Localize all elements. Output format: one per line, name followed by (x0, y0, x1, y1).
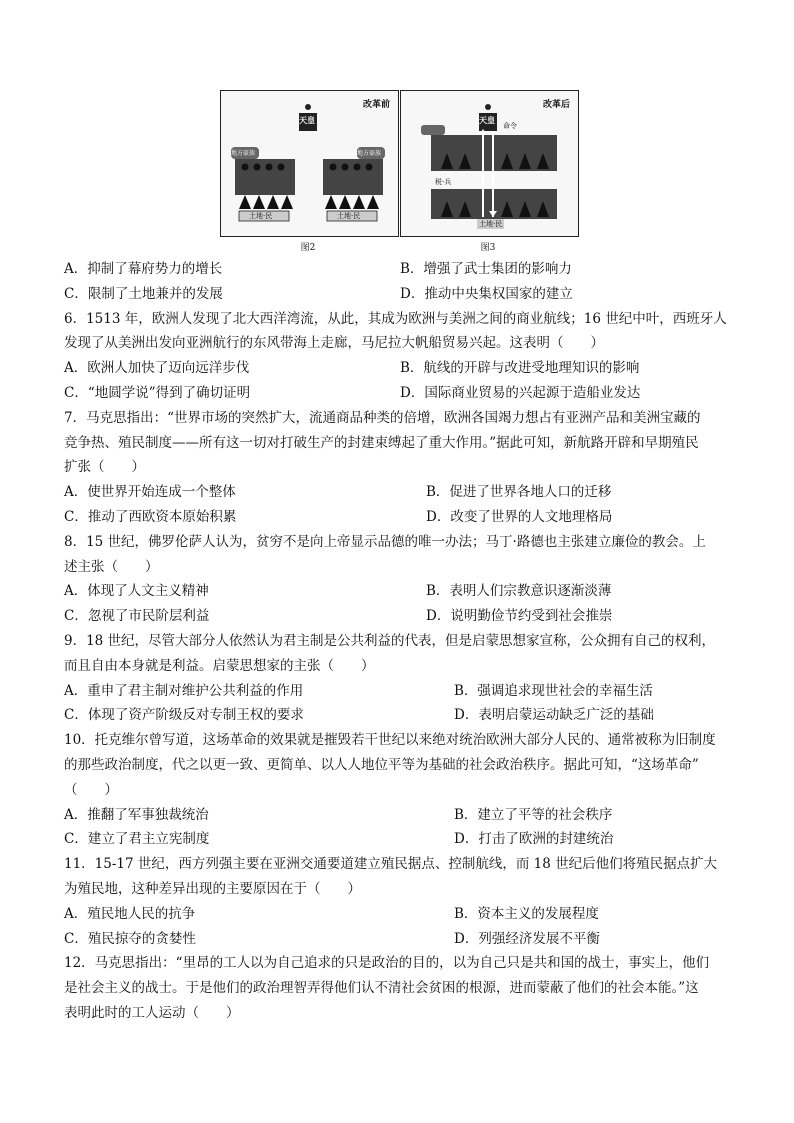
figure-2-land-1: 土地·民 (249, 212, 273, 220)
figure-2-land-2: 土地·民 (337, 212, 361, 220)
question-line: （ ） (64, 781, 118, 798)
figure-3-land-label: 土地·民 (479, 220, 503, 228)
figure-2-top-label: 天皇 (299, 115, 315, 125)
figure-3-title: 改革后 (542, 100, 570, 110)
question-7 (64, 406, 736, 530)
question-line: 是社会主义的战士。于是他们的政治理智弄得他们认不清社会贫困的根源，进而蒙蔽了他们的社会本能。”这 (64, 980, 699, 997)
q5-option-d: D．推动中央集权国家的建立 (400, 285, 573, 302)
option-a: A．使世界开始连成一个整体 (64, 484, 236, 501)
question-line: 10．托克维尔曾写道，这场革命的效果就是摧毁若干世纪以来绝对统治欧洲大部分人民的、通常被称为旧制度 (64, 732, 716, 749)
figure-3-top-label: 天皇 (479, 115, 495, 125)
q5-option-c: C．限制了土地兼并的发展 (64, 285, 223, 302)
option-a: A．推翻了军事独裁统治 (64, 806, 209, 823)
figure-2-right-badge: 地方豪族 (357, 150, 382, 157)
question-9 (64, 629, 736, 728)
question-line: 述主张（ ） (64, 558, 159, 575)
q5-option-b: B．增强了武士集团的影响力 (400, 261, 572, 277)
question-10 (64, 728, 736, 852)
question-line: 竞争热、殖民制度——所有这一切对打破生产的封建束缚起了重大作用。”据此可知，新航路开辟和早期殖民 (64, 434, 699, 451)
question-6 (64, 307, 736, 406)
question-line: 扩张（ ） (64, 459, 145, 476)
option-b: B．资本主义的发展程度 (454, 905, 599, 922)
option-c: C．殖民掠夺的贪婪性 (64, 930, 196, 947)
option-c: C．体现了资产阶级反对专制王权的要求 (64, 707, 304, 724)
question-12 (64, 951, 736, 1025)
figure-3-command-label: 命令 (503, 122, 517, 130)
question-line: 12．马克思指出：“里昂的工人以为自己追求的只是政治的目的，以为自己只是共和国的战士，事实上，他们 (64, 955, 710, 972)
option-c: C．推动了西欧资本原始积累 (64, 508, 237, 525)
figure-3-illustration (401, 91, 578, 236)
option-a: A．体现了人文主义精神 (64, 583, 209, 600)
option-b: B．强调追求现世社会的幸福生活 (454, 682, 653, 699)
question-line: 发现了从美洲出发向亚洲航行的东风带海上走廊，马尼拉大帆船贸易兴起。这表明（ ） (64, 335, 604, 352)
question-line: 7．马克思指出：“世界市场的突然扩大，流通商品种类的倍增，欧洲各国竭力想占有亚洲产品和美洲宝藏的 (64, 409, 701, 426)
option-d: D．改变了世界的人文地理格局 (426, 508, 613, 525)
option-d: D．国际商业贸易的兴起源于造船业发达 (400, 384, 641, 401)
question-line: 为殖民地，这种差异出现的主要原因在于（ ） (64, 880, 361, 897)
figure-3-tax-label: 税·兵 (435, 178, 452, 186)
option-d: D．表明启蒙运动缺乏广泛的基础 (454, 707, 654, 724)
question-line: 8．15 世纪，佛罗伦萨人认为，贫穷不是向上帝显示品德的唯一办法；马丁·路德也主张建立廉俭的教会。上 (64, 533, 706, 550)
option-d: D．列强经济发展不平衡 (454, 930, 600, 947)
question-8 (64, 530, 736, 629)
question-content (64, 257, 736, 1026)
figure-3 (400, 90, 579, 237)
question-line: 而且自由本身就是利益。启蒙思想家的主张（ ） (64, 657, 375, 674)
option-a: A．殖民地人民的抗争 (64, 905, 196, 922)
option-b: B．建立了平等的社会秩序 (454, 806, 613, 823)
figure-2-title: 改革前 (362, 100, 390, 110)
question-line: 11．15-17 世纪，西方列强主要在亚洲交通要道建立殖民据点、控制航线，而 18 世纪后他们将殖民据点扩大 (64, 856, 718, 873)
question-line: 6．1513 年，欧洲人发现了北大西洋湾流，从此，其成为欧洲与美洲之间的商业航线；16 世纪中叶，西班牙人 (64, 310, 727, 327)
figure-3-caption: 图3 (480, 243, 496, 253)
option-c: C．忽视了市民阶层利益 (64, 608, 210, 625)
option-d: D．说明勤俭节约受到社会推崇 (426, 608, 613, 625)
figure-2-illustration (221, 91, 398, 236)
question-line: 的那些政治制度，代之以更一致、更简单、以人人地位平等为基础的社会政治秩序。据此可知，“这场革命” (64, 756, 699, 773)
question-line: 9．18 世纪，尽管大部分人依然认为君主制是公共利益的代表，但是启蒙思想家宣称，公众拥有自己的权利， (64, 632, 716, 649)
option-a: A．重申了君主制对维护公共利益的作用 (64, 682, 304, 699)
option-c: C．“地圆学说”得到了确切证明 (64, 384, 251, 401)
option-b: B．航线的开辟与改进受地理知识的影响 (400, 360, 640, 377)
question-line: 表明此时的工人运动（ ） (64, 1004, 240, 1021)
q5-options-row-1 (64, 257, 736, 282)
q5-option-a: A．抑制了幕府势力的增长 (64, 261, 223, 277)
figure-2-caption: 图2 (300, 243, 316, 253)
option-b: B．表明人们宗教意识逐渐淡薄 (426, 583, 612, 600)
q5-options-row-2 (64, 282, 736, 307)
option-c: C．建立了君主立宪制度 (64, 831, 210, 848)
figure-2-left-badge: 地方豪族 (231, 150, 256, 157)
option-a: A．欧洲人加快了迈向远洋步伐 (64, 360, 250, 377)
figure-2 (220, 90, 399, 237)
option-b: B．促进了世界各地人口的迁移 (426, 484, 612, 501)
figures (220, 90, 580, 253)
question-11 (64, 852, 736, 951)
option-d: D．打击了欧洲的封建统治 (454, 831, 614, 848)
